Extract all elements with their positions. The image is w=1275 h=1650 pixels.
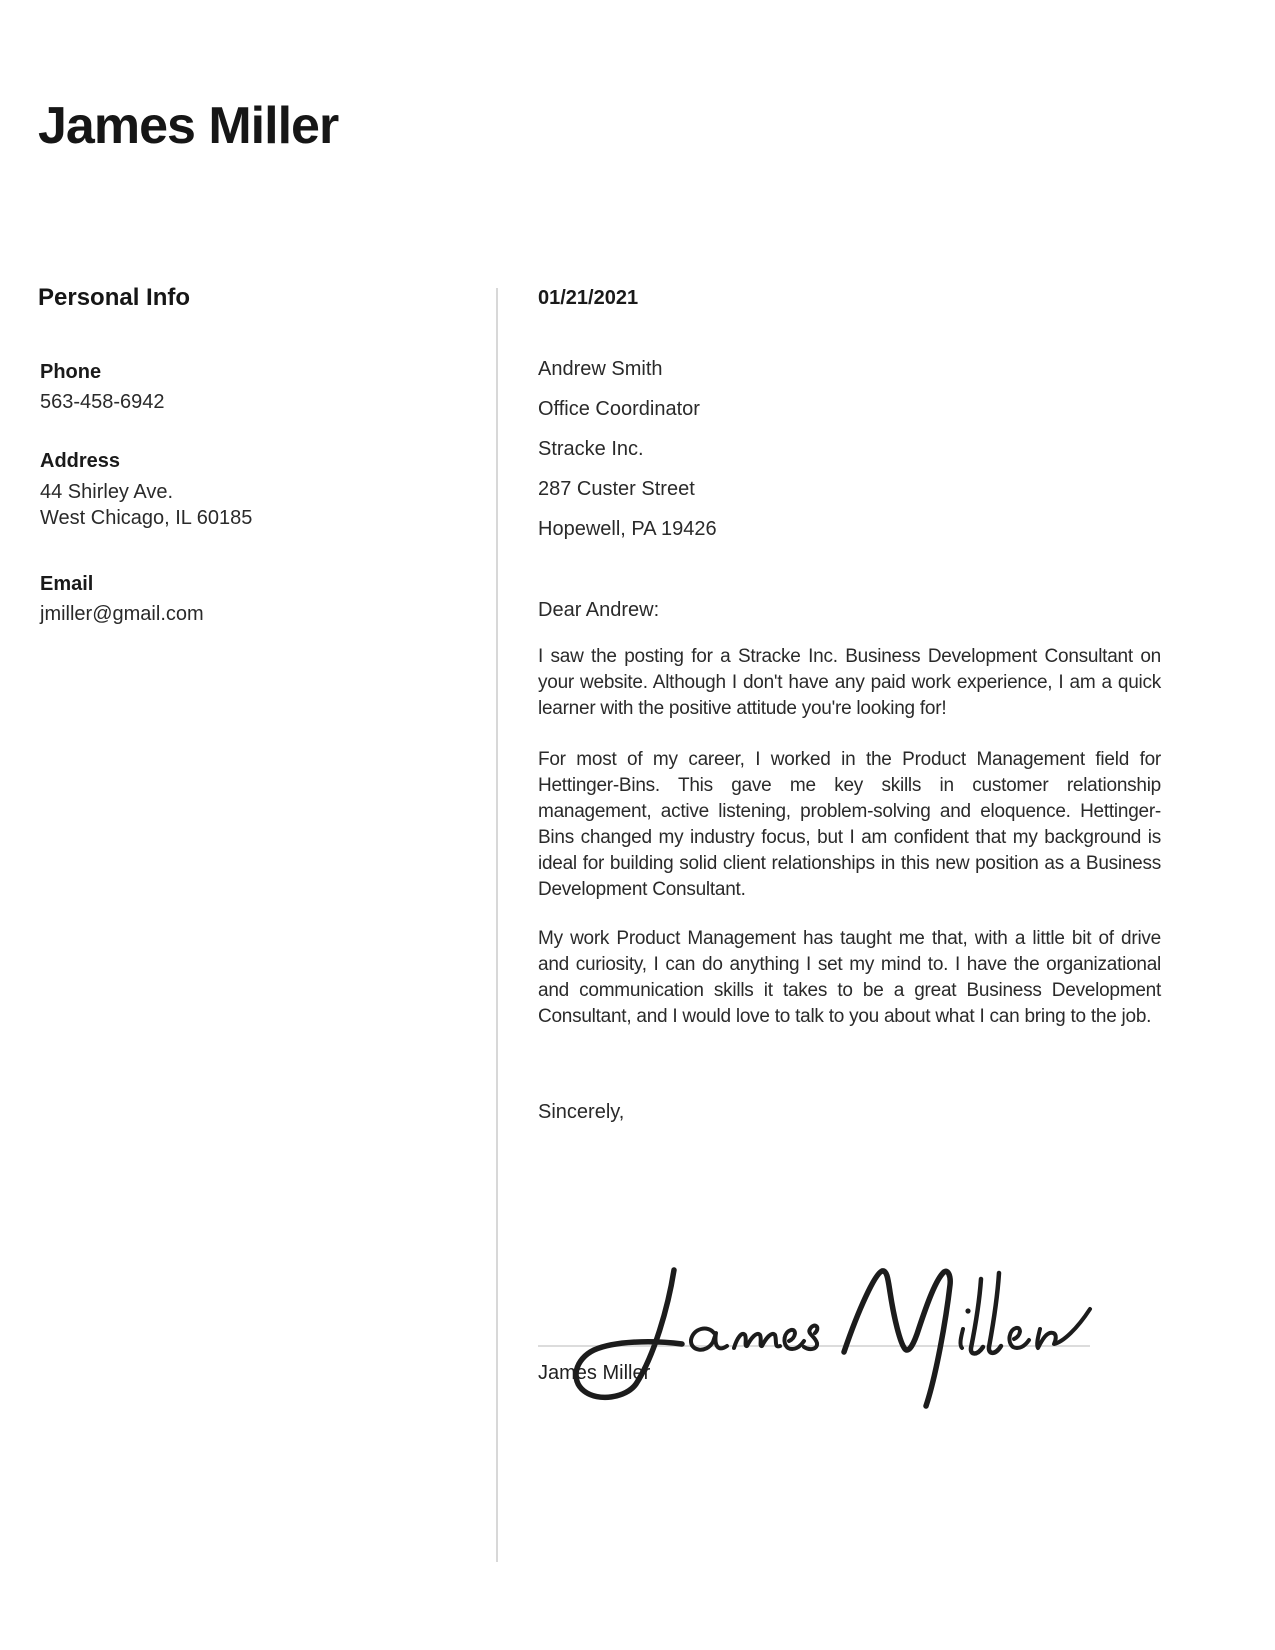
signature-printed-name: James Miller xyxy=(538,1362,651,1384)
salutation: Dear Andrew: xyxy=(538,599,660,621)
paragraph-3: My work Product Management has taught me that, with a little bit of drive and curiosity, I can do anything I set my mind to. I have the organizational and communication skills it takes to be a great Business Development Consultant, and I would love to talk to you about what I can bring to the job. xyxy=(538,928,1161,1027)
recipient-company: Stracke Inc. xyxy=(538,438,644,460)
address-label: Address xyxy=(40,450,121,472)
address-value xyxy=(40,479,252,531)
address-line-1: 44 Shirley Ave. xyxy=(40,481,174,503)
phone-value: 563-458-6942 xyxy=(40,391,165,413)
recipient-role: Office Coordinator xyxy=(538,398,700,420)
recipient-street: 287 Custer Street xyxy=(538,478,695,500)
email-label: Email xyxy=(40,573,94,595)
recipient-name: Andrew Smith xyxy=(538,358,663,380)
personal-info-heading: Personal Info xyxy=(38,284,191,311)
paragraph-2: For most of my career, I worked in the Product Management field for Hettinger-Bins. This gave me key skills in customer relationship management, active listening, problem-solving and eloquence. Hettinger-Bins changed my industry focus, but I am confident that my background is ideal for building solid client relationships in this new position as a Business Development Consultant. xyxy=(538,749,1161,900)
signature-rule xyxy=(538,1345,1090,1347)
letter-date: 01/21/2021 xyxy=(538,287,639,309)
closing: Sincerely, xyxy=(538,1101,625,1123)
phone-label: Phone xyxy=(40,361,102,383)
recipient-city: Hopewell, PA 19426 xyxy=(538,518,717,540)
recipient-block xyxy=(538,349,1161,549)
page-title: James Miller xyxy=(38,97,339,155)
column-divider xyxy=(496,288,498,1562)
address-line-2: West Chicago, IL 60185 xyxy=(40,507,253,529)
email-value: jmiller@gmail.com xyxy=(40,603,204,625)
paragraph-1: I saw the posting for a Stracke Inc. Business Development Consultant on your website. Although I don't have any paid work experience, I am a quick learner with the positive attitude you're looking for! xyxy=(538,646,1161,719)
